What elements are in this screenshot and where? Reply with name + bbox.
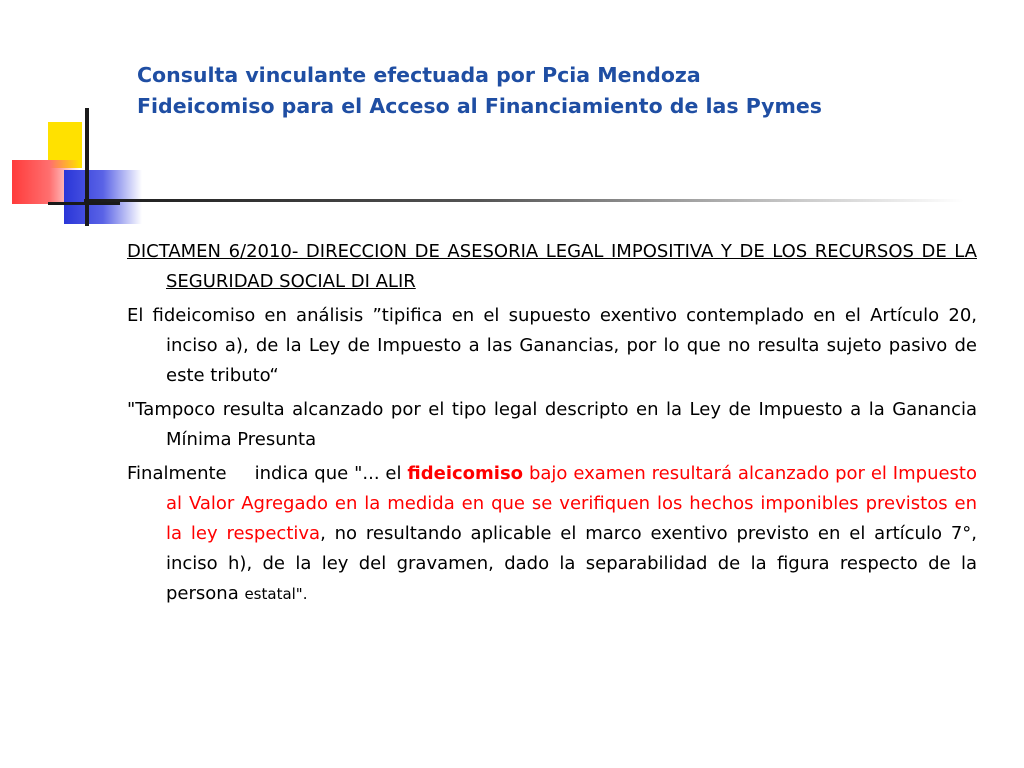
paragraph-fideicomiso: El fideicomiso en análisis ”tipifica en el supuesto exentivo contemplado en el Artículo 20, inciso a), de la Ley de Impuesto a las Ganancias, por lo que no resulta sujeto pasivo de este tributo“ xyxy=(127,305,977,386)
logo-horizontal-line xyxy=(48,202,120,205)
slide-title xyxy=(137,60,977,122)
title-divider xyxy=(84,199,964,202)
title-line-2: Fideicomiso para el Acceso al Financiamiento de las Pymes xyxy=(137,94,822,118)
slide-body xyxy=(127,237,977,613)
finalmente-lead: Finalmente xyxy=(127,463,227,484)
paragraph-tampoco: "Tampoco resulta alcanzado por el tipo legal descripto en la Ley de Impuesto a la Ganancia Mínima Presunta xyxy=(127,399,977,450)
logo-vertical-line xyxy=(85,108,89,226)
finalmente-estatal: estatal". xyxy=(244,585,308,603)
finalmente-text-1: indica que "... el xyxy=(254,463,408,484)
finalmente-text-2: , no resultando aplicable el marco exentivo previsto en el artículo 7°, inciso h), de la ley del gravamen, dado la separabilidad de la figura respecto de la persona xyxy=(166,523,978,604)
title-line-1: Consulta vinculante efectuada por Pcia Mendoza xyxy=(137,63,701,87)
decorative-logo xyxy=(0,0,160,240)
highlight-fideicomiso: fideicomiso xyxy=(407,463,524,484)
highlight-iva-text: bajo examen resultará alcanzado por el Impuesto al Valor Agregado en la medida en que se verifiquen los hechos imponibles previstos en la ley respectiva xyxy=(166,463,978,544)
dictamen-heading: DICTAMEN 6/2010- DIRECCION DE ASESORIA LEGAL IMPOSITIVA Y DE LOS RECURSOS DE LA SEGURIDAD SOCIAL DI ALIR xyxy=(127,241,977,292)
logo-blue-square xyxy=(64,170,142,224)
paragraph-finalmente xyxy=(127,459,977,609)
